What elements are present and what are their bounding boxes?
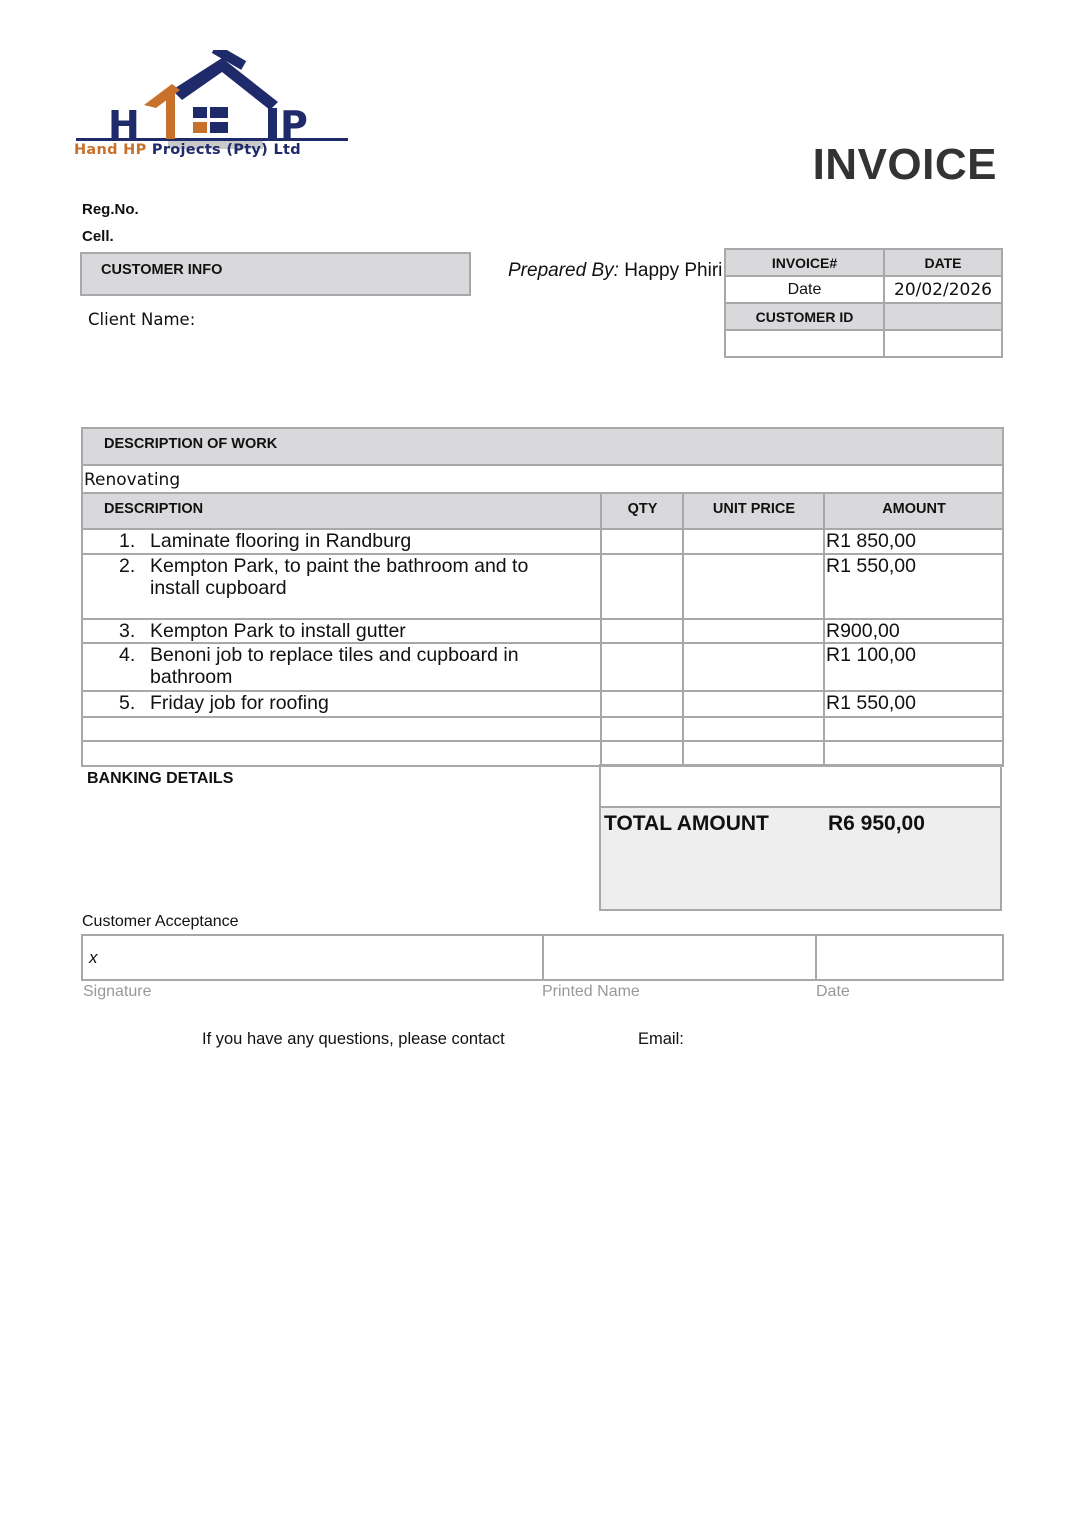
empty-cell [824, 741, 1003, 766]
item-text-continued: install cupboard [150, 577, 287, 599]
work-table [81, 427, 1004, 767]
item-number: 1. [119, 530, 136, 552]
work-summary: Renovating [82, 465, 1003, 493]
printed-name-field[interactable] [543, 935, 816, 980]
item-amount: R900,00 [824, 619, 1003, 643]
empty-cell [683, 717, 824, 741]
table-row [82, 529, 1003, 554]
svg-text:P: P [280, 103, 308, 147]
signature-field[interactable]: x [82, 935, 543, 980]
customer-acceptance-label: Customer Acceptance [82, 913, 239, 930]
customer-info-label: CUSTOMER INFO [101, 262, 223, 278]
item-amount: R1 550,00 [824, 554, 1003, 619]
item-unit-price [683, 691, 824, 717]
item-qty [601, 691, 683, 717]
banking-details-label: BANKING DETAILS [87, 770, 234, 787]
item-text: Kempton Park, to paint the bathroom and to [150, 555, 529, 577]
description-of-work-header: DESCRIPTION OF WORK [82, 428, 1003, 465]
item-amount: R1 100,00 [824, 643, 1003, 691]
date-value: 20/02/2026 [884, 276, 1002, 303]
total-amount-box [599, 806, 1002, 911]
info-empty-cell-b [884, 330, 1002, 357]
item-qty [601, 554, 683, 619]
reg-no-label: Reg.No. [82, 201, 139, 218]
item-unit-price [683, 643, 824, 691]
item-text: Kempton Park to install gutter [150, 620, 406, 642]
table-row [82, 643, 1003, 691]
customer-id-value [884, 303, 1002, 330]
prepared-by-label: Prepared By: [508, 260, 619, 281]
item-number: 3. [119, 620, 136, 642]
empty-cell [683, 741, 824, 766]
table-row-empty [82, 741, 1003, 766]
item-description [82, 619, 601, 643]
signature-label: Signature [83, 983, 152, 1000]
logo-company-name: Hand HP Projects (Pty) Ltd [74, 142, 301, 158]
item-text-continued: bathroom [150, 666, 233, 688]
client-name-label: Client Name: [88, 310, 196, 329]
item-unit-price [683, 619, 824, 643]
acceptance-date-label: Date [816, 983, 850, 1000]
company-logo [72, 50, 357, 170]
item-qty [601, 529, 683, 554]
printed-name-label: Printed Name [542, 983, 640, 1000]
house-logo-icon [72, 50, 357, 150]
prepared-by-name: Happy Phiri [624, 260, 723, 281]
spacer [81, 764, 83, 766]
empty-cell [82, 717, 601, 741]
date-header: DATE [884, 249, 1002, 276]
cell-label: Cell. [82, 228, 114, 245]
total-spacer-cell [599, 764, 1002, 808]
table-row-empty [82, 717, 1003, 741]
customer-info-header [80, 252, 471, 296]
item-description [82, 554, 601, 619]
total-amount-label: TOTAL AMOUNT [604, 812, 769, 835]
column-amount: AMOUNT [824, 493, 1003, 529]
prepared-by [508, 260, 722, 282]
total-amount-value: R6 950,00 [828, 812, 925, 835]
item-amount: R1 850,00 [824, 529, 1003, 554]
empty-cell [601, 717, 683, 741]
empty-cell [82, 741, 601, 766]
invoice-title: INVOICE [812, 140, 997, 189]
empty-cell [601, 741, 683, 766]
item-number: 5. [119, 692, 136, 714]
table-row [82, 691, 1003, 717]
questions-contact-text: If you have any questions, please contact [202, 1030, 505, 1048]
info-empty-cell-a [725, 330, 884, 357]
invoice-number-header: INVOICE# [725, 249, 884, 276]
invoice-number-value: Date [725, 276, 884, 303]
item-amount: R1 550,00 [824, 691, 1003, 717]
item-text: Benoni job to replace tiles and cupboard in [150, 644, 519, 666]
column-qty: QTY [601, 493, 683, 529]
item-text: Friday job for roofing [150, 692, 329, 714]
item-text: Laminate flooring in Randburg [150, 530, 412, 552]
table-row [82, 554, 1003, 619]
table-row [82, 619, 1003, 643]
email-label: Email: [638, 1030, 684, 1048]
item-number: 2. [119, 555, 136, 577]
item-description [82, 529, 601, 554]
item-qty [601, 643, 683, 691]
item-qty [601, 619, 683, 643]
item-unit-price [683, 529, 824, 554]
empty-cell [824, 717, 1003, 741]
invoice-info-table [724, 248, 1003, 358]
item-description [82, 691, 601, 717]
column-unit-price: UNIT PRICE [683, 493, 824, 529]
signature-table [81, 934, 1004, 981]
item-description [82, 643, 601, 691]
customer-id-header: CUSTOMER ID [725, 303, 884, 330]
item-unit-price [683, 554, 824, 619]
item-number: 4. [119, 644, 136, 666]
column-description: DESCRIPTION [82, 493, 601, 529]
acceptance-date-field[interactable] [816, 935, 1003, 980]
svg-text:H: H [108, 103, 140, 147]
